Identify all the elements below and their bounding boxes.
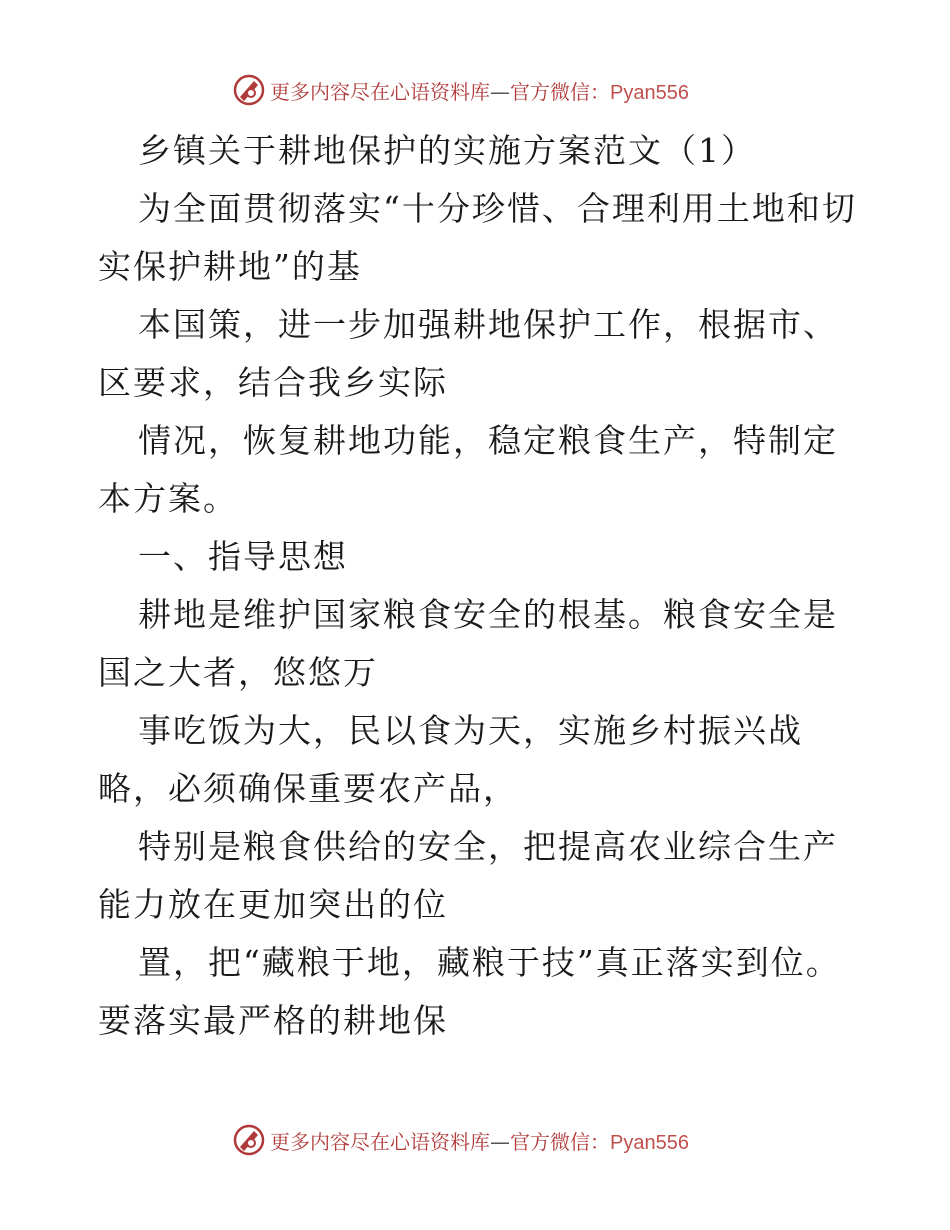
watermark-library: 更多内容尽在心语资料库: [270, 79, 490, 104]
watermark-text: [270, 1126, 689, 1155]
paragraph: 本国策，进一步加强耕地保护工作，根据市、区要求，结合我乡实际: [98, 305, 838, 402]
watermark-wechat-id: Pyan556: [610, 81, 689, 104]
watermark-dash: —: [490, 1129, 510, 1154]
logo-icon: [232, 1123, 266, 1157]
watermark-official: 官方微信：: [510, 79, 610, 104]
watermark-library: 更多内容尽在心语资料库: [270, 1129, 490, 1154]
document-body: [98, 122, 858, 1050]
paragraph: 特别是粮食供给的安全，把提高农业综合生产能力放在更加突出的位: [98, 827, 838, 924]
footer-watermark: [232, 1122, 689, 1158]
watermark-text: [270, 76, 689, 105]
paragraph: 事吃饭为大，民以食为天，实施乡村振兴战略，必须确保重要农产品，: [98, 711, 803, 808]
watermark-wechat-id: Pyan556: [610, 1131, 689, 1154]
paragraph: 情况，恢复耕地功能，稳定粮食生产，特制定本方案。: [98, 421, 838, 518]
paragraph: 耕地是维护国家粮食安全的根基。粮食安全是国之大者，悠悠万: [98, 595, 838, 692]
paragraph: 置，把“藏粮于地，藏粮于技”真正落实到位。要落实最严格的耕地保: [98, 943, 841, 1040]
paragraph: 为全面贯彻落实“十分珍惜、合理利用土地和切实保护耕地”的基: [98, 189, 857, 286]
document-title: 乡镇关于耕地保护的实施方案范文（1）: [138, 131, 756, 170]
header-watermark: [232, 72, 689, 108]
watermark-official: 官方微信：: [510, 1129, 610, 1154]
section-heading: 一、指导思想: [138, 537, 348, 576]
watermark-dash: —: [490, 79, 510, 104]
logo-icon: [232, 73, 266, 107]
